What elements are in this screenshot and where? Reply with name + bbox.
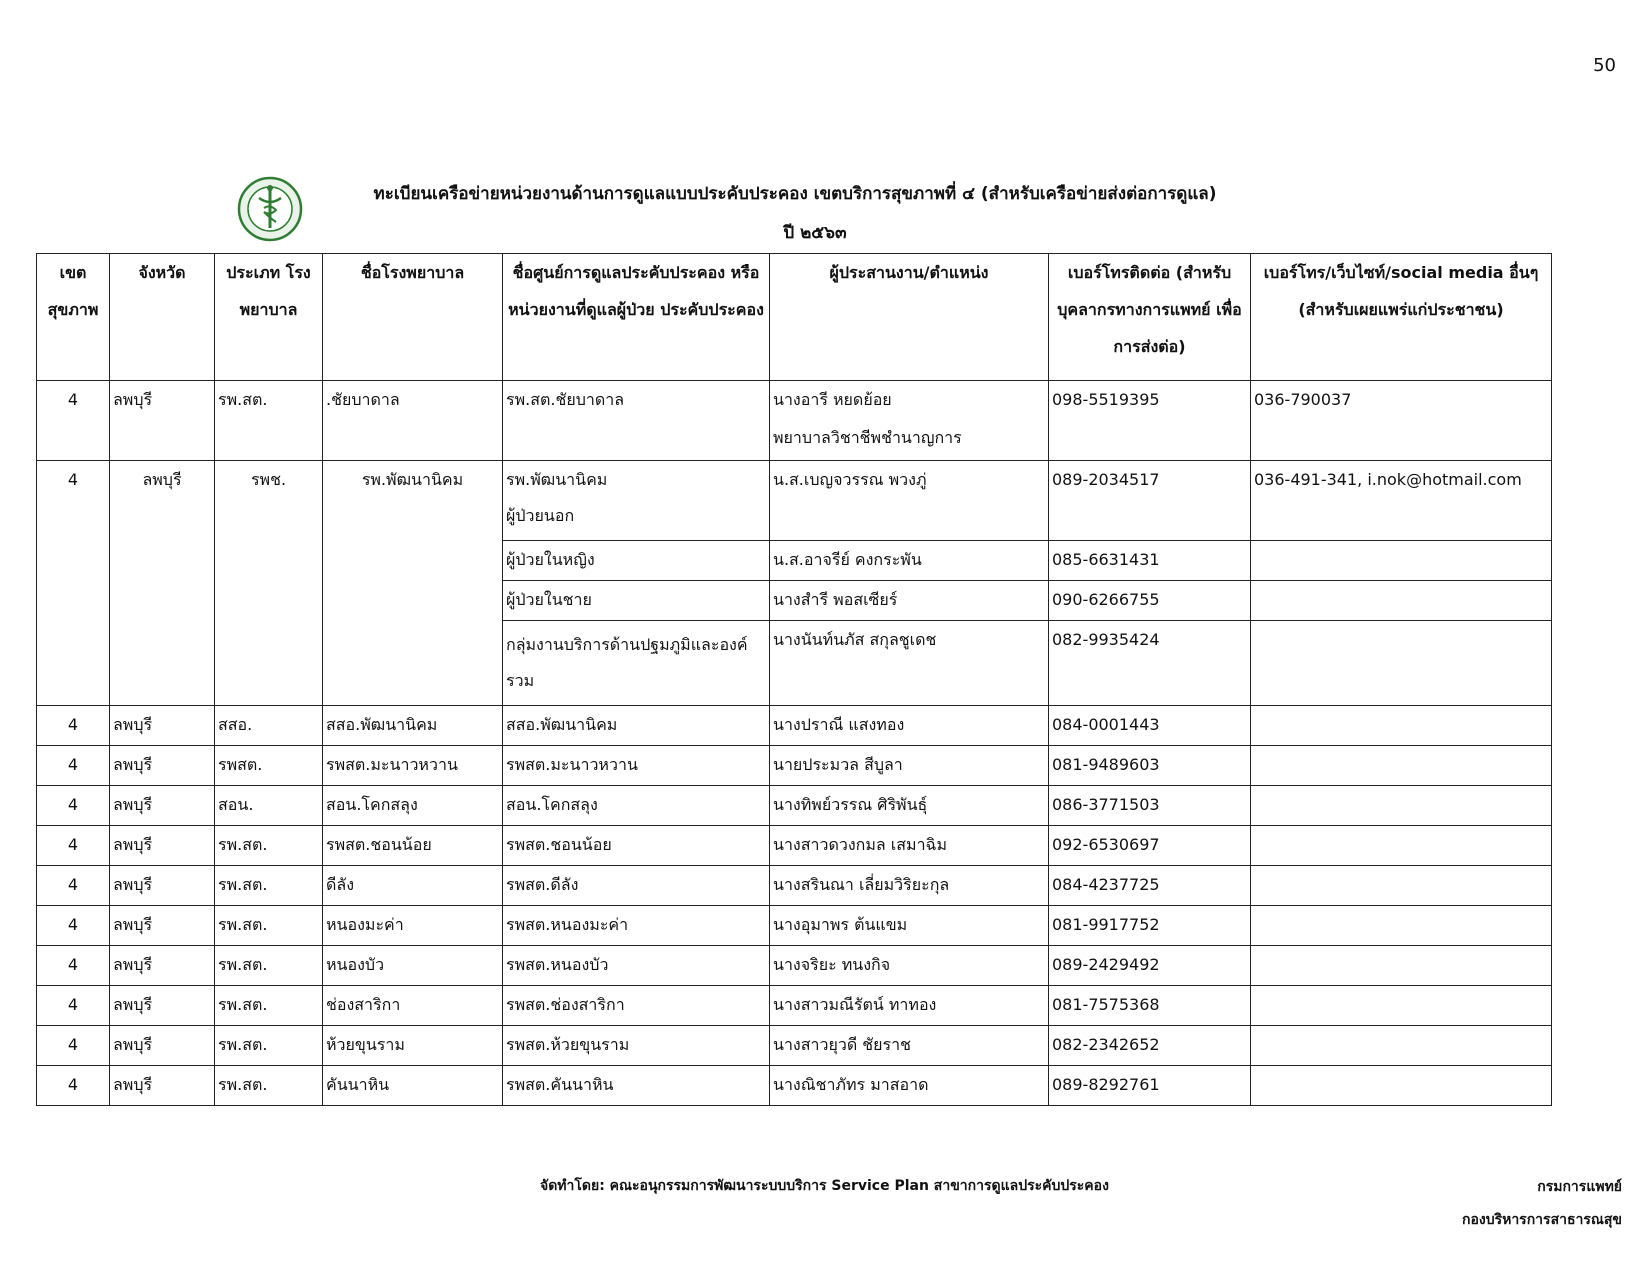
cell-province: ลพบุรี xyxy=(110,1066,215,1106)
cell-province: ลพบุรี xyxy=(110,826,215,866)
cell-hospital: ดีลัง xyxy=(323,866,503,906)
cell-hospital: คันนาหิน xyxy=(323,1066,503,1106)
cell-coordinator: นางนันท์นภัส สกุลชูเดช xyxy=(770,621,1049,706)
cell-province: ลพบุรี xyxy=(110,946,215,986)
cell-center: รพสต.ช่องสาริกา xyxy=(503,986,770,1026)
cell-province: ลพบุรี xyxy=(110,866,215,906)
cell-public: 036-790037 xyxy=(1251,381,1552,461)
cell-public xyxy=(1251,621,1552,706)
cell-coordinator xyxy=(770,381,1049,461)
cell-phone: 089-2429492 xyxy=(1049,946,1251,986)
cell-public xyxy=(1251,581,1552,621)
table-row xyxy=(37,1026,1552,1066)
cell-coordinator: นางปราณี แสงทอง xyxy=(770,706,1049,746)
cell-zone: 4 xyxy=(37,461,110,706)
cell-province: ลพบุรี xyxy=(110,906,215,946)
cell-public: 036-491-341, i.nok@hotmail.com xyxy=(1251,461,1552,541)
cell-phone: 098-5519395 xyxy=(1049,381,1251,461)
header-public-contact: เบอร์โทร/เว็บไซท์/social media อื่นๆ (สำหรับเผยแพร่แก่ประชาชน) xyxy=(1251,254,1552,381)
cell-coordinator: นายประมวล สีบูลา xyxy=(770,746,1049,786)
cell-hospital: สสอ.พัฒนานิคม xyxy=(323,706,503,746)
cell-public xyxy=(1251,826,1552,866)
cell-phone: 082-2342652 xyxy=(1049,1026,1251,1066)
cell-province: ลพบุรี xyxy=(110,381,215,461)
cell-center: รพสต.ห้วยขุนราม xyxy=(503,1026,770,1066)
cell-center: ผู้ป่วยในชาย xyxy=(503,581,770,621)
cell-center: รพ.สต.ชัยบาดาล xyxy=(503,381,770,461)
header-hospital-name: ชื่อโรงพยาบาล xyxy=(323,254,503,381)
cell-hospital: รพสต.มะนาวหวาน xyxy=(323,746,503,786)
cell-phone: 082-9935424 xyxy=(1049,621,1251,706)
cell-type: รพ.สต. xyxy=(215,826,323,866)
cell-type: รพ.สต. xyxy=(215,381,323,461)
table-row xyxy=(37,786,1552,826)
footer-division: กองบริหารการสาธารณสุข xyxy=(1461,1212,1622,1228)
footer-department: กรมการแพทย์ xyxy=(1537,1179,1622,1195)
cell-coordinator: น.ส.เบญจวรรณ พวงภู่ xyxy=(770,461,1049,541)
table-row xyxy=(37,826,1552,866)
table-header-row xyxy=(37,254,1552,381)
coordinator-position: พยาบาลวิชาชีพชำนาญการ xyxy=(773,428,962,447)
cell-type: รพช. xyxy=(215,461,323,706)
cell-coordinator: นางทิพย์วรรณ ศิริพันธุ์ xyxy=(770,786,1049,826)
registry-table xyxy=(36,253,1552,1106)
cell-type: รพ.สต. xyxy=(215,986,323,1026)
table-row xyxy=(37,381,1552,461)
cell-phone: 081-9489603 xyxy=(1049,746,1251,786)
cell-phone: 081-7575368 xyxy=(1049,986,1251,1026)
table-row xyxy=(37,1066,1552,1106)
cell-zone: 4 xyxy=(37,906,110,946)
cell-zone: 4 xyxy=(37,381,110,461)
cell-type: สสอ. xyxy=(215,706,323,746)
cell-zone: 4 xyxy=(37,1066,110,1106)
table-row xyxy=(37,946,1552,986)
cell-center: รพสต.ดีลัง xyxy=(503,866,770,906)
cell-zone: 4 xyxy=(37,866,110,906)
cell-type: รพ.สต. xyxy=(215,866,323,906)
header-center-name: ชื่อศูนย์การดูแลประคับประคอง หรือ หน่วยงานที่ดูแลผู้ป่วย ประคับประคอง xyxy=(503,254,770,381)
cell-hospital: หนองบัว xyxy=(323,946,503,986)
header-province: จังหวัด xyxy=(110,254,215,381)
cell-coordinator: นางสรินณา เลี่ยมวิริยะกุล xyxy=(770,866,1049,906)
cell-public xyxy=(1251,706,1552,746)
document-title: ทะเบียนเครือข่ายหน่วยงานด้านการดูแลแบบประคับประคอง เขตบริการสุขภาพที่ ๔ (สำหรับเครือข่ายส่งต่อการดูแล) xyxy=(373,184,1217,204)
cell-phone: 089-8292761 xyxy=(1049,1066,1251,1106)
cell-public xyxy=(1251,1066,1552,1106)
cell-center: รพสต.หนองบัว xyxy=(503,946,770,986)
cell-province: ลพบุรี xyxy=(110,746,215,786)
cell-hospital: สอน.โคกสลุง xyxy=(323,786,503,826)
table-row xyxy=(37,866,1552,906)
table-row xyxy=(37,906,1552,946)
cell-phone: 086-3771503 xyxy=(1049,786,1251,826)
cell-center: รพสต.ชอนน้อย xyxy=(503,826,770,866)
cell-coordinator: นางสำรี พอสเซียร์ xyxy=(770,581,1049,621)
cell-type: รพ.สต. xyxy=(215,1026,323,1066)
cell-zone: 4 xyxy=(37,706,110,746)
cell-coordinator: นางจริยะ ทนงกิจ xyxy=(770,946,1049,986)
cell-province: ลพบุรี xyxy=(110,786,215,826)
cell-phone: 081-9917752 xyxy=(1049,906,1251,946)
cell-type: รพ.สต. xyxy=(215,1066,323,1106)
header-phone-staff: เบอร์โทรติดต่อ (สำหรับ บุคลากรทางการแพทย์ เพื่อการส่งต่อ) xyxy=(1049,254,1251,381)
cell-coordinator: นางอุมาพร ต้นแขม xyxy=(770,906,1049,946)
cell-coordinator: น.ส.อาจรีย์ คงกระพัน xyxy=(770,541,1049,581)
cell-province: ลพบุรี xyxy=(110,1026,215,1066)
cell-center xyxy=(503,461,770,541)
cell-zone: 4 xyxy=(37,786,110,826)
ministry-logo xyxy=(237,176,303,242)
cell-public xyxy=(1251,541,1552,581)
cell-hospital: หนองมะค่า xyxy=(323,906,503,946)
cell-public xyxy=(1251,986,1552,1026)
cell-public xyxy=(1251,786,1552,826)
cell-zone: 4 xyxy=(37,946,110,986)
header-zone: เขต สุขภาพ xyxy=(37,254,110,381)
cell-zone: 4 xyxy=(37,826,110,866)
cell-public xyxy=(1251,946,1552,986)
table-row xyxy=(37,746,1552,786)
table-row xyxy=(37,706,1552,746)
cell-province: ลพบุรี xyxy=(110,461,215,706)
cell-zone: 4 xyxy=(37,1026,110,1066)
cell-coordinator: นางณิชาภัทร มาสอาด xyxy=(770,1066,1049,1106)
table-row xyxy=(37,461,1552,541)
cell-hospital: รพสต.ชอนน้อย xyxy=(323,826,503,866)
header-hospital-type: ประเภท โรงพยาบาล xyxy=(215,254,323,381)
cell-coordinator: นางสาวดวงกมล เสมาฉิม xyxy=(770,826,1049,866)
cell-hospital: .ชัยบาดาล xyxy=(323,381,503,461)
cell-public xyxy=(1251,746,1552,786)
cell-public xyxy=(1251,1026,1552,1066)
cell-type: รพ.สต. xyxy=(215,906,323,946)
cell-hospital: ช่องสาริกา xyxy=(323,986,503,1026)
table-body xyxy=(37,706,1552,1106)
cell-phone: 085-6631431 xyxy=(1049,541,1251,581)
cell-phone: 084-0001443 xyxy=(1049,706,1251,746)
coordinator-name: นางอารี หยดย้อย xyxy=(773,390,892,409)
cell-center: รพสต.มะนาวหวาน xyxy=(503,746,770,786)
cell-center: ผู้ป่วยในหญิง xyxy=(503,541,770,581)
cell-coordinator: นางสาวมณีรัตน์ ทาทอง xyxy=(770,986,1049,1026)
cell-hospital: ห้วยขุนราม xyxy=(323,1026,503,1066)
cell-type: รพ.สต. xyxy=(215,946,323,986)
cell-province: ลพบุรี xyxy=(110,706,215,746)
cell-coordinator: นางสาวยุวดี ชัยราช xyxy=(770,1026,1049,1066)
center-unit: ผู้ป่วยนอก xyxy=(506,506,575,525)
document-subtitle: ปี ๒๕๖๓ xyxy=(783,223,847,243)
header-coordinator: ผู้ประสานงาน/ตำแหน่ง xyxy=(770,254,1049,381)
center-name: รพ.พัฒนานิคม xyxy=(506,470,608,489)
cell-public xyxy=(1251,866,1552,906)
page-number: 50 xyxy=(1593,55,1616,76)
footer-prepared-by: จัดทำโดย: คณะอนุกรรมการพัฒนาระบบบริการ Service Plan สาขาการดูแลประคับประคอง xyxy=(540,1178,1109,1194)
cell-center: สสอ.พัฒนานิคม xyxy=(503,706,770,746)
cell-zone: 4 xyxy=(37,986,110,1026)
cell-center: รพสต.คันนาหิน xyxy=(503,1066,770,1106)
cell-phone: 092-6530697 xyxy=(1049,826,1251,866)
cell-center: สอน.โคกสลุง xyxy=(503,786,770,826)
cell-province: ลพบุรี xyxy=(110,986,215,1026)
cell-center: กลุ่มงานบริการด้านปฐมภูมิและองค์รวม xyxy=(503,621,770,706)
cell-hospital: รพ.พัฒนานิคม xyxy=(323,461,503,706)
cell-type: สอน. xyxy=(215,786,323,826)
cell-public xyxy=(1251,906,1552,946)
cell-center: รพสต.หนองมะค่า xyxy=(503,906,770,946)
cell-phone: 089-2034517 xyxy=(1049,461,1251,541)
cell-phone: 084-4237725 xyxy=(1049,866,1251,906)
cell-zone: 4 xyxy=(37,746,110,786)
cell-phone: 090-6266755 xyxy=(1049,581,1251,621)
cell-type: รพสต. xyxy=(215,746,323,786)
table-row xyxy=(37,986,1552,1026)
